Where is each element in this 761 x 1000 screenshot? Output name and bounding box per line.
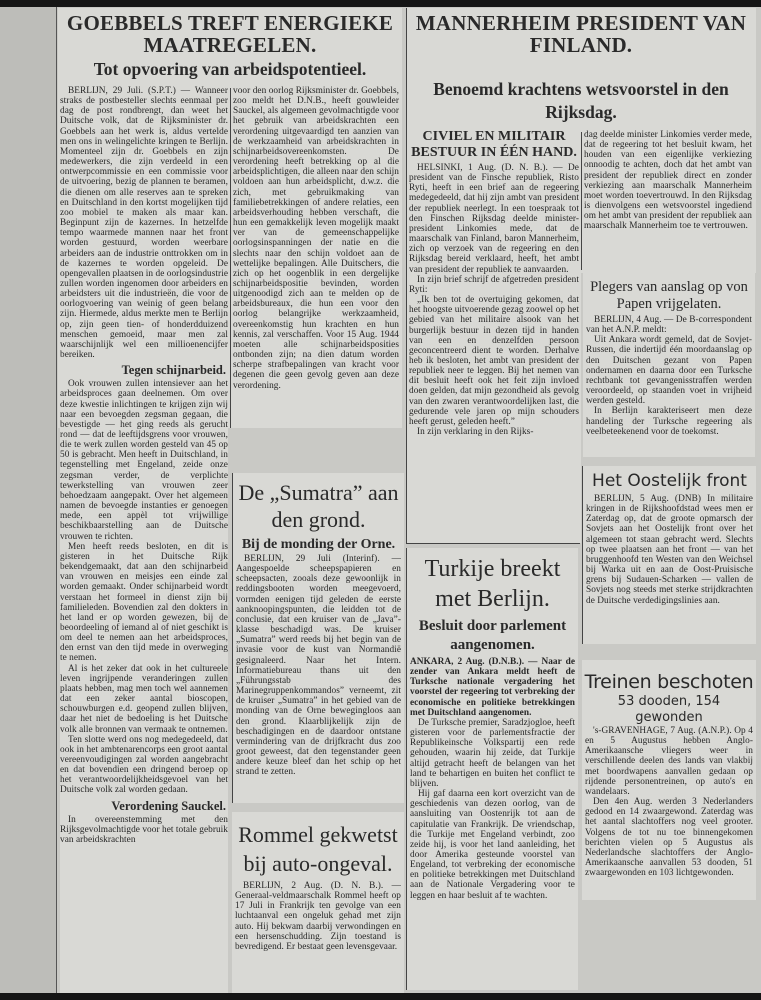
paragraph: In overeenstemming met den Rijksgevolmachtigde voor het totale gebruik van arbeidskrachten — [60, 814, 228, 845]
paragraph: ANKARA, 2 Aug. (D.N.B.). — Naar de zender van Ankara meldt heeft de Turksche nationale vergadering het voorstel der regeering tot verbreking der economische en politieke betrekkingen met Duitschland aangenomen. — [410, 657, 575, 718]
subheadline: 53 dooden, 154 gewonden — [617, 694, 721, 725]
paragraph: HELSINKI, 1 Aug. (D. N. B.). — De president van de Finsche republiek, Risto Ryti, heeft in een brief aan de regeering medegedeeld, dat hij zijn ambt van president der republiek neerlegt. In een toespraak tot den Finschen Rijksdag deelde minister-president Linkomies mede, dat de maarschalk van Finland, baron Mannerheim, zich op verzoek van de regeering en den Rijksdag bereid verklaard, heeft, het ambt van president der republiek te aanvaarden. — [409, 163, 579, 275]
subheadline: Tot opvoering van arbeidspotentieel. — [93, 59, 367, 79]
paragraph: BERLIJN, 2 Aug. (D. N. B.). — Generaal-veldmaarschalk Rommel heeft op 17 Juli in Frankrijk ten gevolge van een luchtaanval een ongeluk gehad met zijn auto. Hij bekwam daarbij verwondingen en een hersenschudding. Zijn toestand is bevredigend. Er bestaat geen levensgevaar. — [235, 881, 401, 952]
article-rommel — [232, 812, 404, 993]
subhead: Verordening Sauckel. — [111, 798, 226, 813]
subheadline: Benoemd krachtens wetsvoorstel in den Rijksdag. — [433, 79, 729, 122]
paragraph: dag deelde minister Linkomies verder mede, dat de regeering tot het besluit kwam, het houden van een eigenlijke verkiezing onnoodig te achten, doch dat het ambt van president der republiek direct en zonder verkiezing aan maarschalk Mannerheim moet worden toevertrouwd. In den Rijksdag is dienvolgens een wetsvoorstel ingediend om het ambt van president der republiek aan maarschalk Mannerheim toe te vertrouwen. — [584, 130, 752, 232]
scan-border-top — [0, 0, 761, 7]
column-1 — [60, 86, 228, 993]
page-left-edge — [0, 0, 57, 1000]
article-oostelijk-front — [582, 466, 756, 644]
subhead: Tegen schijnarbeid. — [121, 363, 226, 378]
column-1 — [409, 129, 579, 541]
paragraph: Den 4en Aug. werden 3 Nederlanders gedood en 14 zwaargewond. Zaterdag was het aantal slachtoffers nog veel grooter. Volgens de tot nu toe binnengekomen berichten vielen op 5 Augustus als Nederlandsche slachtoffers der Anglo-Amerikaansche aanvallen 53 dooden, 51 zwaargewonden en 103 lichtgewonden. — [585, 797, 753, 879]
subhead: CIVIEL EN MILITAIR BESTUUR IN ÉÉN HAND. — [411, 129, 577, 160]
paragraph: voor den oorlog Rijksminister dr. Goebbels, zoo meldt het D.N.B., heeft gouwleider Sauckel, als algemeen gevolmachtigde voor het gebruik van arbeidskrachten een verordening uitgevaardigd ten aanzien van de werkzaamheid van arbeidskrachten in schijnarbeidsovereenkomsten. De verordening heeft betrekking op al die arbeidsplichtigen, die alleen naar den schijn voldoen aan hun arbeidsplicht, d.w.z. die zich, met gebruikmaking van familiebetrekkingen of andere relaties, een arbeidsverhouding hebben verschaft, die hun een gemakkelijk leven mogelijk maakt ver van de gemeenschappelijke oorlogsinspanningen der natie en die slechts naar den schijn voldoet aan de wettelijke bepalingen. Alle Duitschers, die zich op het oogenblik in een dergelijke schijnarbeidspositie bevinden, worden uitgenoodigd zich aan te melden op de arbeidsbureaux, die hun een voor den oorlog belangrijke werkzaamheid, overeenkomstig hun krachten en hun kennis, zal verschaffen. Voor 15 Aug. 1944 moeten alle schijnarbeidsposities ontbonden zijn; na dien datum worden scherpe strafbepalingen van kracht voor degenen die geen gevolg geven aan deze verordening. — [233, 86, 399, 391]
headline: De „Sumatra” aan den grond. — [238, 480, 399, 532]
headline: Het Oostelijk front — [592, 471, 747, 491]
subheadline: Bij de monding der Orne. — [241, 537, 396, 552]
paragraph: 's-GRAVENHAGE, 7 Aug. (A.N.P.). Op 4 en 5 Augustus hebben Anglo-Amerikaansche vliegers weer in verschillende deelen des lands van vlakbij met boordwapens aanvallen gedaan op rijdende personentreinen, op auto's en wandelaars. — [585, 726, 753, 797]
column-2 — [584, 130, 752, 270]
paragraph: Ook vrouwen zullen intensiever aan het arbeidsproces gaan deelnemen. Om over deze kwestie inlichtingen te krijgen zijn wij naar een bevoegden zegsman gegaan, die bevestigde — het ging reeds als gerucht rond — dat de leeftijdsgrens voor vrouwen, die te werk zullen worden gesteld van 45 op 50 is gebracht. Men heeft in Duitschland, in tegenstelling met Engeland, zeide onze zegsman verder, de verplichte tewerkstelling van vrouwen zeer behoedzaam aangepakt. Over het algemeen namen de bevoegde instanties er genoegen mede, een appèl tot vrijwillige beschikbaarstelling aan de Duitsche vrouwen te richten. — [60, 379, 228, 542]
headline: Turkije breekt met Berlijn. — [424, 556, 561, 612]
paragraph: Al is het zeker dat ook in het cultureele leven ingrijpende veranderingen zullen plaats hebben, mag men toch wel aannemen dat een zeker aantal bioscopen, schouwburgen e.d. geopend zullen blijven, daar het niet de bedoeling is het Duitsche volk alle bronnen van vermaak te ontnemen. — [60, 663, 228, 735]
paragraph: BERLIJN, 29 Juli (Interinf). — Aangespoelde scheepspapieren en scheepsacten, zooals deze gewoonlijk in reddingsbooten worden meegevoerd, vormden eenigen tijd geleden de eerste aanknoopingspunten, die leidden tot de conclusie, dat een kruiser van de „Java”-klasse beschadigd was. De kruiser „Sumatra” werd reeds bij het begin van de invasie voor de kust van Normandië gesignaleerd. Naar het Intern. Informatiebureau thans uit den „Führungsstab des Marinegruppenkommandos” verneemt, zit de kruiser „Sumatra” in het gebied van de monding van de Orne bewegingloos aan den grond. Klaarblijkelijk zijn de beschadigingen en de daardoor ontstane vermindering van de drijfkracht dus zoo groot geweest, dat den tegenstander geen andere keuze bleef dan het schip op het strand te zetten. — [236, 554, 401, 778]
divider — [406, 543, 580, 544]
paragraph: Ten slotte werd ons nog medegedeeld, dat ook in het ambtenarencorps een groot aantal vereenvoudigingen zal worden aangebracht en dat bovendien een dringend beroep op het verantwoordelijkheidsgevoel van het Duitsche volk zal worden gedaan. — [60, 734, 228, 796]
paragraph: BERLIJN, 4 Aug. — De B-correspondent van het A.N.P. meldt: — [586, 315, 752, 336]
paragraph: In zijn brief schrijf de afgetreden president Ryti: — [409, 274, 579, 295]
paragraph: BERLIJN, 29 Juli. (S.P.T.) — Wanneer straks de postbesteller slechts eenmaal per dag de post rondbrengt, dan weet het Duitsche volk, dat de Rijksminister dr. Goebbels aan het werk is, aldus vertelde men ons in welingelichte kringen te Berlijn. Momenteel zijn dr. Goebbels en zijn medewerkers, die zijn verdeeld in een ontwerpcommissie en een commissie voor de uitvoering, bezig de plannen te beramen, die dienen om alle reserves aan te spreken en Duitschland in den kortst mogelijken tijd zoo mobiel te maken als maar kan. Beginpunt zijn de kazernes. In hetzelfde tempo waarmede mannen naar het front worden gestuurd, worden weerbare arbeiders aan de industrie onttrokken om in de kazernes te worden opgeleid. De opengevallen plaatsen in de oorlogsindustrie zullen worden ingenomen door arbeiders en arbeidsters uit die industrieën, die voor de oorlogvoering van weinig of geen belang zijn. Hiermede, aldus merkte men te Berlijn op, zijn geen tien- of honderdduizend menschen gemoeid, maar men zal waarschijnlijk wel een millioenencijfer bereiken. — [60, 86, 228, 361]
paragraph: BERLIJN, 5 Aug. (DNB) In militaire kringen in de Rijkshoofdstad wees men er Zaterdag op, dat de groote opmarsch der Sovjets aan het Oostelijk front over het algemeen tot staan gebracht werd. Slechts op twee plaatsen aan het front — van het bruggenhoofd ten Westen van den Weichsel bij Warka uit en aan de Oost-Pruisische grens bij Sudauen-Scharken — vallen de Sovjets nog steeds met sterke strijdkrachten de Duitsche verdedigingslinies aan. — [586, 494, 753, 606]
paragraph: Uit Ankara wordt gemeld, dat de Sovjet-Russen, die indertijd één moordaanslag op den Duitschen gezant von Papen ondernamen en daarna door een Turksche rechtbank tot gevangenisstraffen werden veroordeeld, op staanden voet in vrijheid werden gesteld. — [586, 335, 752, 407]
scan-border-bottom — [0, 993, 761, 1000]
headline: Rommel gekwetst bij auto-ongeval. — [238, 822, 398, 876]
column-divider — [581, 132, 582, 270]
article-plegers — [583, 272, 755, 457]
paragraph: Men heeft reeds besloten, en dit is gisteren in het Duitsche Rijk bekendgemaakt, dat aan den schijnarbeid van vrouwen en meisjes een einde zal worden gemaakt. Onder schijnarbeid wordt verstaan het formeel in dienst zijn bij familieleden. Bovendien zal den dokters in het land er op worden gewezen, bij de beoordeeling of iemand al of niet geschikt is om deel te nemen aan het arbeidsproces, den ernst van den tijd mede in overweging te nemen. — [60, 541, 228, 664]
column-divider — [230, 88, 231, 428]
paragraph: „Ik ben tot de overtuiging gekomen, dat het hoogste uitvoerende gezag zoowel op het gebied van het militaire alsook van het burgerlijk bestuur in dezen tijd in handen van een en denzelfden persoon geconcentreerd dient te worden. Derhalve heb ik besloten, het ambt van president der republiek neer te leggen. Bij het nemen van dit besluit heeft ook het feit zijn invloed doen gelden, dat mijn gezondheid als gevolg van den zwaren verantwoordelijken last, die gedurende vele jaren op mijn schouders heeft gerust, geleden heeft.” — [409, 295, 579, 427]
column-2 — [233, 86, 399, 426]
headline: Plegers van aanslag op von Papen vrijgelaten. — [590, 279, 748, 312]
article-sumatra — [232, 473, 404, 803]
headline: GOEBBELS TREFT ENERGIEKE MAATREGELEN. — [66, 11, 394, 57]
subheadline: Besluit door parlement aangenomen. — [418, 618, 567, 653]
paragraph: De Turksche premier, Saradzjogloe, heeft gisteren voor de parlementsfractie der Republikeinsche Volkspartij een rede gehouden, waarin hij zeide, dat Turkije altijd getracht heeft de belangen van het land te behartigen en buiten het conflict te blijven. — [410, 717, 575, 789]
headline: Treinen beschoten — [584, 671, 754, 693]
article-treinen — [582, 660, 756, 900]
article-turkije — [406, 548, 578, 990]
border-left — [406, 8, 407, 543]
paragraph: Hij gaf daarna een kort overzicht van de geschiedenis van dezen oorlog, van de aansluiting van Oostenrijk tot aan de capitulatie van Frankrijk. De vriendschap, die Turkije met Engeland verbindt, zoo zeide hij, is voor het land aanleiding, het door Amerika gesteunde voorstel van Engeland, tot verbreking der economische en politieke betrekkingen met Duitschland aan de Nationale Vergadering voor te leggen en haar besluit af te wachten. — [410, 789, 575, 901]
paragraph: In zijn verklaring in den Rijks- — [417, 427, 534, 438]
headline: MANNERHEIM PRESIDENT VAN FINLAND. — [415, 11, 747, 57]
paragraph: In Berlijn karakteriseert men deze handeling der Turksche regeering als veelbeteekenend voor de toekomst. — [586, 406, 752, 437]
